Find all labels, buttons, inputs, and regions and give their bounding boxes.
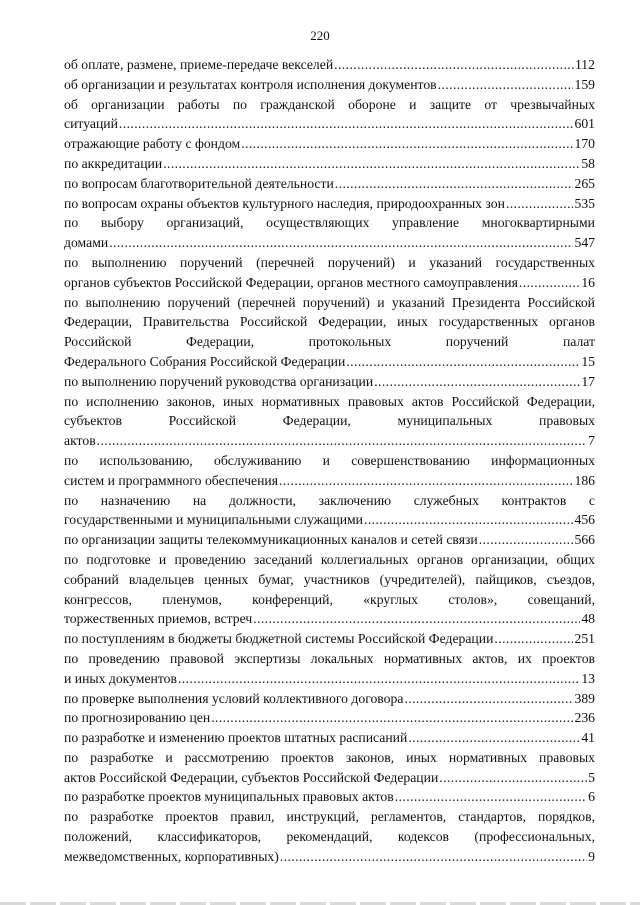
entry-last-line [64, 728, 595, 748]
entry-page-number: 17 [581, 373, 595, 389]
dot-leader [395, 787, 587, 807]
entry-text: по разработке проектов муниципальных правовых актов [64, 789, 394, 805]
dot-leader [334, 55, 574, 75]
entry-text: домами [64, 235, 109, 251]
index-entry [64, 293, 595, 372]
entry-text: по прогнозированию цен [64, 710, 211, 726]
dot-leader [346, 352, 580, 372]
dot-leader [506, 194, 574, 214]
entry-text: по проверке выполнения условий коллективного договора [64, 690, 404, 706]
entry-last-line [64, 273, 595, 293]
index-entry [64, 253, 595, 293]
index-entry [64, 530, 595, 550]
index-entry [64, 550, 595, 629]
entry-text: отражающие работу с фондом [64, 136, 241, 152]
index-entry [64, 689, 595, 709]
index-entry [64, 95, 595, 135]
index-entry [64, 491, 595, 531]
index-entry [64, 154, 595, 174]
dot-leader [479, 530, 574, 550]
entry-page-number: 566 [574, 532, 595, 548]
entry-page-number: 5 [588, 769, 595, 785]
index-entry [64, 392, 595, 451]
entry-text: по поступлениям в бюджеты бюджетной системы Российской Федерации [64, 631, 494, 647]
entry-page-number: 48 [581, 611, 595, 627]
dot-leader [439, 768, 587, 788]
entry-last-line [64, 194, 595, 214]
entry-text: государственными и муниципальными служащими [64, 512, 364, 528]
entry-text: об организации и результатах контроля исполнения документов [64, 76, 437, 92]
entry-page-number: 9 [588, 848, 595, 864]
entry-text: по разработке проектов правил, инструкций, регламентов, стандартов, порядков, положений, классификаторов, рекомендаций, кодексов (профессиональных, [64, 809, 595, 845]
index-list [64, 55, 595, 867]
entry-page-number: 159 [574, 76, 595, 92]
entry-page-number: 170 [574, 136, 595, 152]
entry-page-number: 251 [574, 631, 595, 647]
entry-text: межведомственных, корпоративных) [64, 848, 279, 864]
entry-text: об организации работы по гражданской обороне и защите от чрезвычайных [64, 96, 595, 112]
entry-last-line [64, 530, 595, 550]
dot-leader [178, 669, 580, 689]
entry-last-line [64, 55, 595, 75]
index-entry [64, 787, 595, 807]
entry-last-line [64, 114, 595, 134]
dot-leader [119, 114, 574, 134]
entry-last-line [64, 471, 595, 491]
index-entry [64, 728, 595, 748]
entry-text: ситуаций [64, 116, 118, 132]
dot-leader [408, 728, 580, 748]
dot-leader [241, 134, 573, 154]
entry-page-number: 547 [574, 235, 595, 251]
entry-text: по подготовке и проведению заседаний коллегиальных органов организации, общих собраний владельцев ценных бумаг, участников (учредителей), пайщиков, съездов, конгрессов, пленумов, конференций, «круглых столов», совещаний, [64, 551, 595, 607]
entry-text: по проведению правовой экспертизы локальных нормативных актов, их проектов [64, 650, 595, 666]
dot-leader [364, 510, 573, 530]
entry-text: по разработке и рассмотрению проектов законов, иных нормативных правовых [64, 749, 595, 765]
entry-page-number: 535 [574, 195, 595, 211]
entry-text: по выполнению поручений (перечней поручений) и указаний Президента Российской Федерации, Правительства Российской Федерации, иных государственных органов Российской Федерации, протокольных поручений палат [64, 294, 595, 350]
dot-leader [335, 174, 574, 194]
entry-page-number: 13 [581, 670, 595, 686]
dot-leader [279, 471, 573, 491]
entry-text: по вопросам благотворительной деятельности [64, 175, 334, 191]
entry-last-line [64, 629, 595, 649]
entry-text: по выполнению поручений руководства организации [64, 373, 374, 389]
entry-page-number: 7 [588, 433, 595, 449]
entry-text: по назначению на должности, заключению служебных контрактов с [64, 492, 595, 508]
entry-text: актов [64, 433, 96, 449]
entry-text: по аккредитации [64, 155, 163, 171]
entry-page-number: 15 [581, 353, 595, 369]
dot-leader [109, 233, 573, 253]
entry-last-line [64, 352, 595, 372]
index-entry [64, 75, 595, 95]
entry-page-number: 265 [574, 175, 595, 191]
index-entry [64, 451, 595, 491]
index-entry [64, 55, 595, 75]
entry-last-line [64, 154, 595, 174]
entry-last-line [64, 431, 595, 451]
entry-page-number: 389 [574, 690, 595, 706]
index-entry [64, 213, 595, 253]
dot-leader [404, 689, 573, 709]
dot-leader [280, 847, 587, 867]
entry-text: торжественных приемов, встреч [64, 611, 253, 627]
entry-text: по разработке и изменению проектов штатных расписаний [64, 730, 408, 746]
entry-text: по выполнению поручений (перечней поручений) и указаний государственных [64, 254, 595, 270]
index-entry [64, 708, 595, 728]
dot-leader [211, 708, 573, 728]
entry-page-number: 112 [574, 57, 595, 72]
entry-last-line [64, 708, 595, 728]
entry-text: Федерального Собрания Российской Федерации [64, 353, 346, 369]
dot-leader [163, 154, 580, 174]
entry-page-number: 186 [574, 472, 595, 488]
dot-leader [494, 629, 573, 649]
entry-last-line [64, 847, 595, 867]
entry-last-line [64, 174, 595, 194]
entry-page-number: 601 [574, 116, 595, 132]
index-entry [64, 748, 595, 788]
entry-last-line [64, 669, 595, 689]
index-entry [64, 134, 595, 154]
entry-text: органов субъектов Российской Федерации, органов местного самоуправления [64, 274, 518, 290]
index-entry [64, 174, 595, 194]
entry-last-line [64, 372, 595, 392]
index-entry [64, 629, 595, 649]
entry-page-number: 236 [574, 710, 595, 726]
entry-last-line [64, 689, 595, 709]
entry-text: актов Российской Федерации, субъектов Российской Федерации [64, 769, 439, 785]
entry-text: по использованию, обслуживанию и совершенствованию информационных [64, 452, 595, 468]
index-entry [64, 194, 595, 214]
dot-leader [519, 273, 580, 293]
entry-text: по исполнению законов, иных нормативных правовых актов Российской Федерации, субъектов Российской Федерации, муниципальных правовых [64, 393, 595, 429]
page-number: 220 [310, 28, 330, 43]
entry-text: по организации защиты телекоммуникационных каналов и сетей связи [64, 532, 478, 548]
entry-text: и иных документов [64, 670, 177, 686]
entry-text: по вопросам охраны объектов культурного наследия, природоохранных зон [64, 195, 505, 211]
entry-last-line [64, 75, 595, 95]
entry-text: об оплате, размене, приеме-передаче векселей [64, 57, 334, 72]
index-entry [64, 807, 595, 866]
entry-page-number: 41 [581, 730, 595, 746]
entry-last-line [64, 768, 595, 788]
dot-leader [438, 75, 574, 95]
entry-last-line [64, 510, 595, 530]
entry-page-number: 6 [588, 789, 595, 805]
entry-last-line [64, 609, 595, 629]
dot-leader [374, 372, 580, 392]
entry-last-line [64, 787, 595, 807]
entry-page-number: 16 [581, 274, 595, 290]
index-entry [64, 372, 595, 392]
index-entry [64, 649, 595, 689]
entry-text: по выбору организаций, осуществляющих управление многоквартирными [64, 215, 595, 231]
dot-leader [253, 609, 580, 629]
entry-page-number: 58 [581, 155, 595, 171]
entry-text: систем и программного обеспечения [64, 472, 279, 488]
entry-last-line [64, 233, 595, 253]
entry-page-number: 456 [574, 512, 595, 528]
dot-leader [97, 431, 588, 451]
entry-last-line [64, 134, 595, 154]
